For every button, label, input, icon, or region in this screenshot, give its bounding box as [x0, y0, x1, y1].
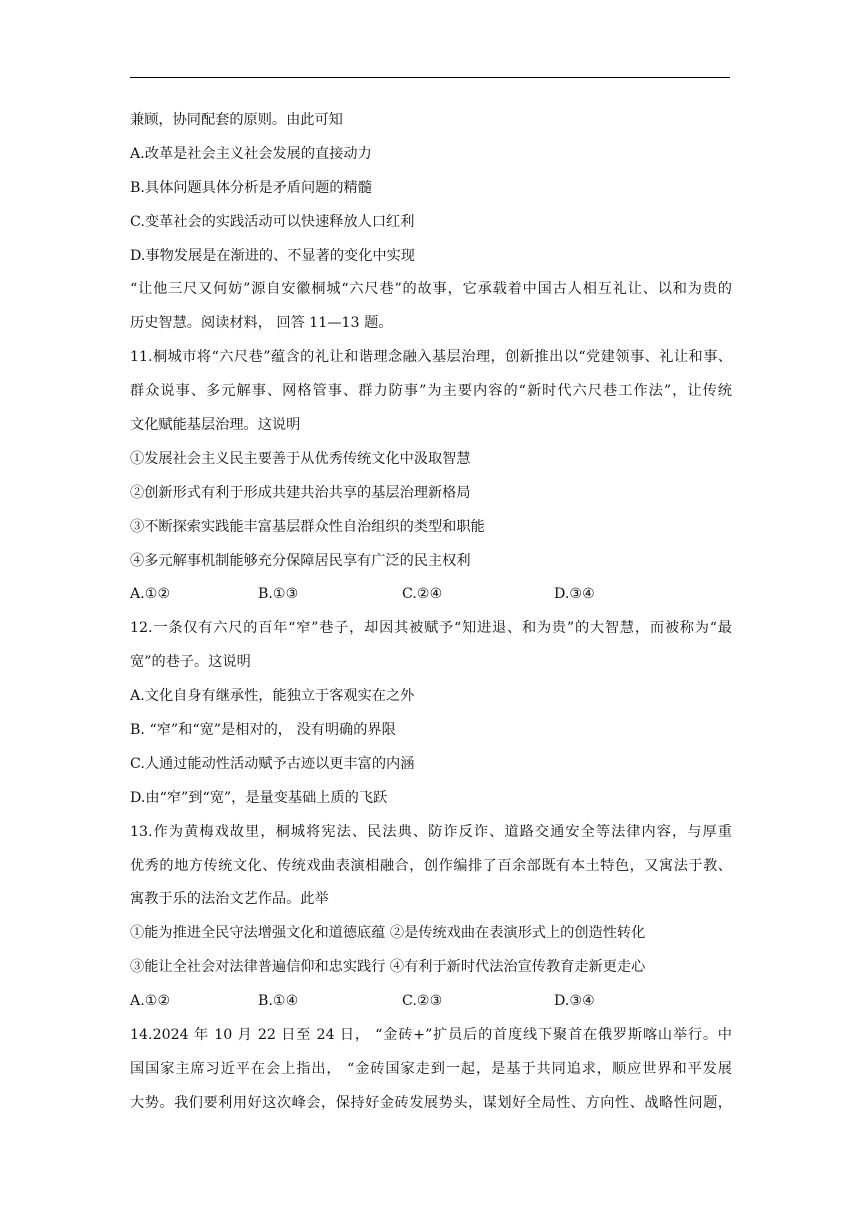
question-14-stem: 大势。我们要利用好这次峰会，保持好金砖发展势头，谋划好全局性、方向性、战略性问题，: [130, 1094, 732, 1111]
page-body: [130, 110, 732, 1127]
question-13-stem: 优秀的地方传统文化、传统戏曲表演相融合，创作编排了百余部既有本土特色，又寓法于教、: [130, 857, 732, 874]
statement-line: ④多元解事机制能够充分保障居民享有广泛的民主权利: [130, 552, 471, 569]
statement-line: ①发展社会主义民主要善于从优秀传统文化中汲取智慧: [130, 450, 471, 467]
statement-line: ②创新形式有利于形成共建共治共享的基层治理新格局: [130, 484, 471, 501]
option-line: D.事物发展是在渐进的、不显著的变化中实现: [130, 247, 415, 264]
answer-option-c: C.②③: [402, 993, 443, 1010]
material-intro-line: 历史智慧。阅读材料， 回答 11—13 题。: [130, 315, 393, 332]
answer-options-row: [130, 991, 732, 1025]
option-line: C.人通过能动性活动赋予古迹以更丰富的内涵: [130, 755, 415, 772]
question-13-stem: 寓教于乐的法治文艺作品。此举: [130, 891, 329, 908]
question-14-stem: 国国家主席习近平在会上指出， “金砖国家走到一起，是基于共同追求，顺应世界和平发展: [130, 1060, 732, 1077]
question-13-stem: 13.作为黄梅戏故里，桐城将宪法、民法典、防诈反诈、道路交通安全等法律内容，与厚重: [130, 823, 732, 840]
question-12-stem: 12.一条仅有六尺的百年“窄”巷子，却因其被赋予“知进退、和为贵”的大智慧，而被称为“最: [130, 620, 732, 637]
option-line: C.变革社会的实践活动可以快速释放人口红利: [130, 213, 415, 230]
answer-option-d: D.③④: [554, 993, 595, 1010]
option-line: A.改革是社会主义社会发展的直接动力: [130, 145, 372, 162]
header-rule: [130, 77, 730, 78]
question-14-stem: 14.2024 年 10 月 22 日至 24 日， “金砖+”扩员后的首度线下聚首在俄罗斯喀山举行。中: [130, 1027, 732, 1044]
statement-line: ①能为推进全民守法增强文化和道德底蕴 ②是传统戏曲在表演形式上的创造性转化: [130, 925, 646, 942]
option-line: B. “窄”和“宽”是相对的， 没有明确的界限: [130, 722, 396, 739]
text-line: 兼顾，协同配套的原则。由此可知: [130, 112, 343, 128]
option-line: D.由“窄”到“宽”，是量变基础上质的飞跃: [130, 789, 388, 806]
question-11-stem: 文化赋能基层治理。这说明: [130, 417, 301, 434]
answer-option-a: A.①②: [130, 993, 171, 1010]
answer-option-d: D.③④: [554, 586, 595, 603]
answer-options-row: [130, 584, 732, 618]
statement-line: ③不断探索实践能丰富基层群众性自治组织的类型和职能: [130, 518, 485, 535]
option-line: B.具体问题具体分析是矛盾问题的精髓: [130, 179, 372, 196]
question-12-stem: 宽”的巷子。这说明: [130, 654, 251, 671]
material-intro-line: “让他三尺又何妨”源自安徽桐城“六尺巷”的故事，它承载着中国古人相互礼让、以和为贵的: [130, 281, 732, 298]
option-line: A.文化自身有继承性，能独立于客观实在之外: [130, 688, 415, 705]
question-11-stem: 11.桐城市将“六尺巷”蕴含的礼让和谐理念融入基层治理，创新推出以“党建领事、礼让和事、: [130, 349, 732, 366]
answer-option-b: B.①③: [258, 586, 299, 603]
answer-option-c: C.②④: [402, 586, 443, 603]
answer-option-b: B.①④: [258, 993, 299, 1010]
answer-option-a: A.①②: [130, 586, 171, 603]
statement-line: ③能让全社会对法律普遍信仰和忠实践行 ④有利于新时代法治宣传教育走新更走心: [130, 959, 646, 976]
question-11-stem: 群众说事、多元解事、网格管事、群力防事”为主要内容的“新时代六尺巷工作法”，让传统: [130, 383, 732, 400]
